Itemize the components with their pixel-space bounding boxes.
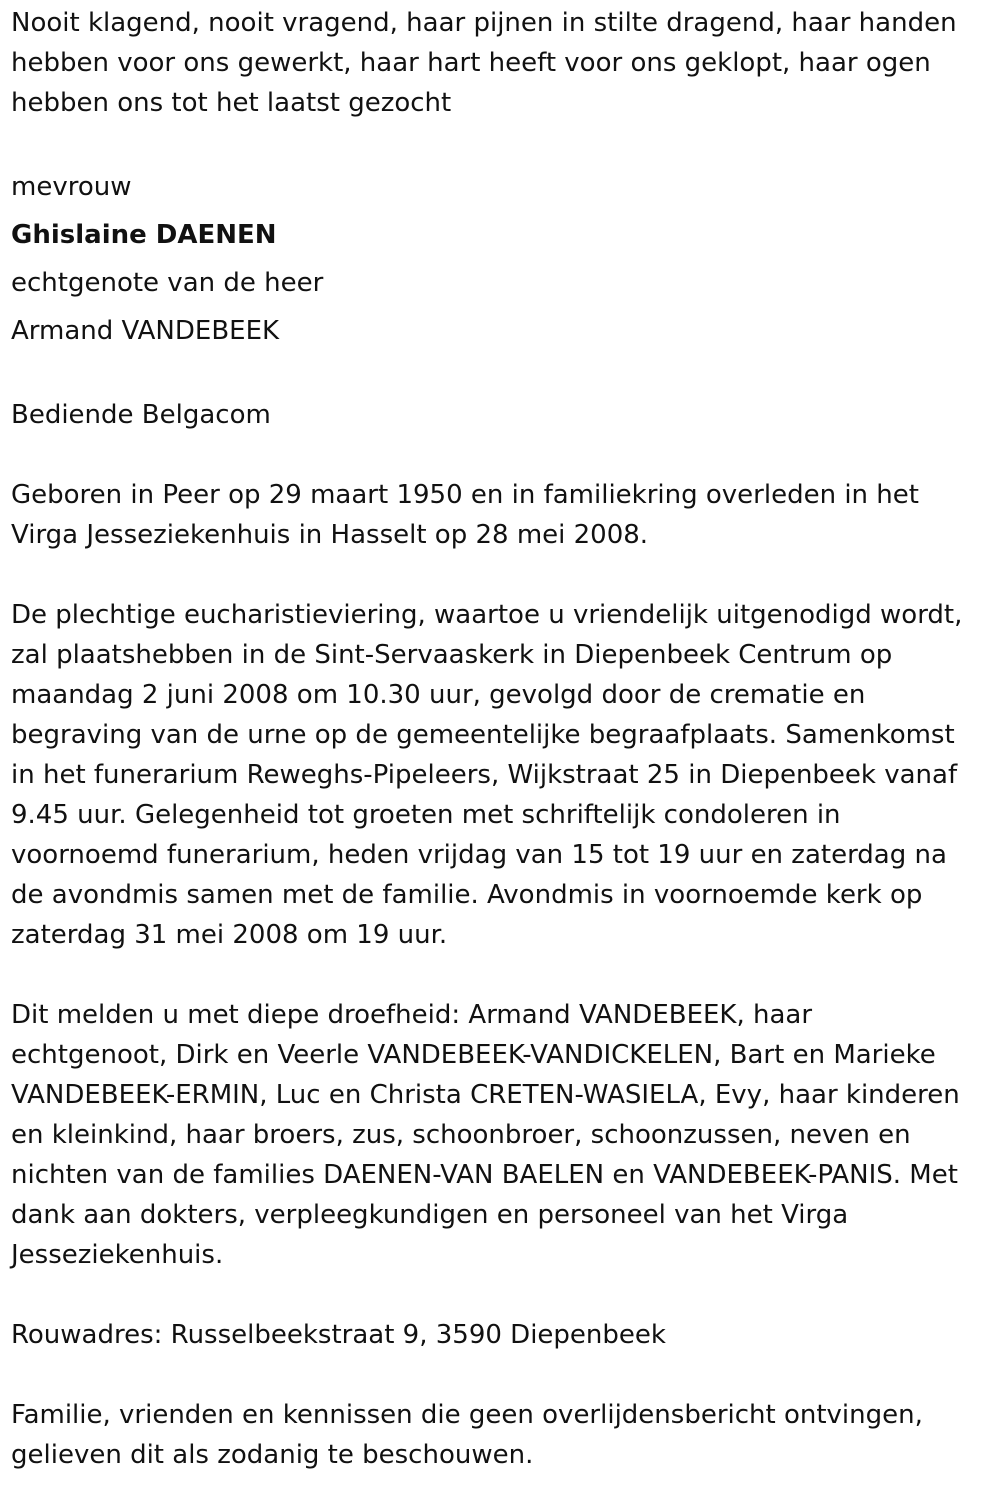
family-text: Dit melden u met diepe droefheid: Armand VANDEBEEK, haar echtgenoot, Dirk en Veerle VANDEBEEK-VANDICKELEN, Bart en Marieke VANDEBEEK-ERMIN, Luc en Christa CRETEN-WASIELA, Evy, haar kinderen en kleinkind, haar broers, zus, schoonbroer, schoonzussen, neven en nichten van de families DAENEN-VAN BAELEN en VANDEBEEK-PANIS. Met dank aan dokters, verpleegkundigen en personeel van het Virga Jesseziekenhuis. xyxy=(11,1000,960,1270)
birth-death-text: Geboren in Peer op 29 maart 1950 en in familiekring overleden in het Virga Jesseziekenhuis in Hasselt op 28 mei 2008. xyxy=(11,480,919,550)
ceremony-text: De plechtige eucharistieviering, waartoe u vriendelijk uitgenodigd wordt, zal plaatshebben in de Sint-Servaaskerk in Diepenbeek Centrum op maandag 2 juni 2008 om 10.30 uur, gevolgd door de crematie en begraving van de urne op de gemeentelijke begraafplaats. Samenkomst in het funerarium Reweghs-Pipeleers, Wijkstraat 25 in Diepenbeek vanaf 9.45 uur. Gelegenheid tot groeten met schriftelijk condoleren in voornoemd funerarium, heden vrijdag van 15 tot 19 uur en zaterdag na de avondmis samen met de familie. Avondmis in voornoemde kerk op zaterdag 31 mei 2008 om 19 uur. xyxy=(11,600,963,950)
person-name: Ghislaine DAENEN xyxy=(11,220,277,250)
address-text: Rouwadres: Russelbeekstraat 9, 3590 Diepenbeek xyxy=(11,1320,666,1350)
spacer xyxy=(11,1275,989,1315)
spacer xyxy=(11,1355,989,1395)
spacer xyxy=(11,123,989,163)
person-relation: echtgenote van de heer xyxy=(11,268,324,298)
motto-text: Nooit klagend, nooit vragend, haar pijnen in stilte dragend, haar handen hebben voor ons gewerkt, haar hart heeft voor ons geklopt, haar ogen hebben ons tot het laatst gezocht xyxy=(11,8,957,118)
spacer xyxy=(11,355,989,395)
spacer xyxy=(11,555,989,595)
spacer xyxy=(11,435,989,475)
person-title: mevrouw xyxy=(11,172,132,202)
spacer xyxy=(11,955,989,995)
closing-text: Familie, vrienden en kennissen die geen overlijdensbericht ontvingen, gelieven dit als zodanig te beschouwen. xyxy=(11,1400,923,1470)
spouse-name: Armand VANDEBEEK xyxy=(11,316,280,346)
occupation-text: Bediende Belgacom xyxy=(11,400,271,430)
death-notice xyxy=(11,3,989,1475)
